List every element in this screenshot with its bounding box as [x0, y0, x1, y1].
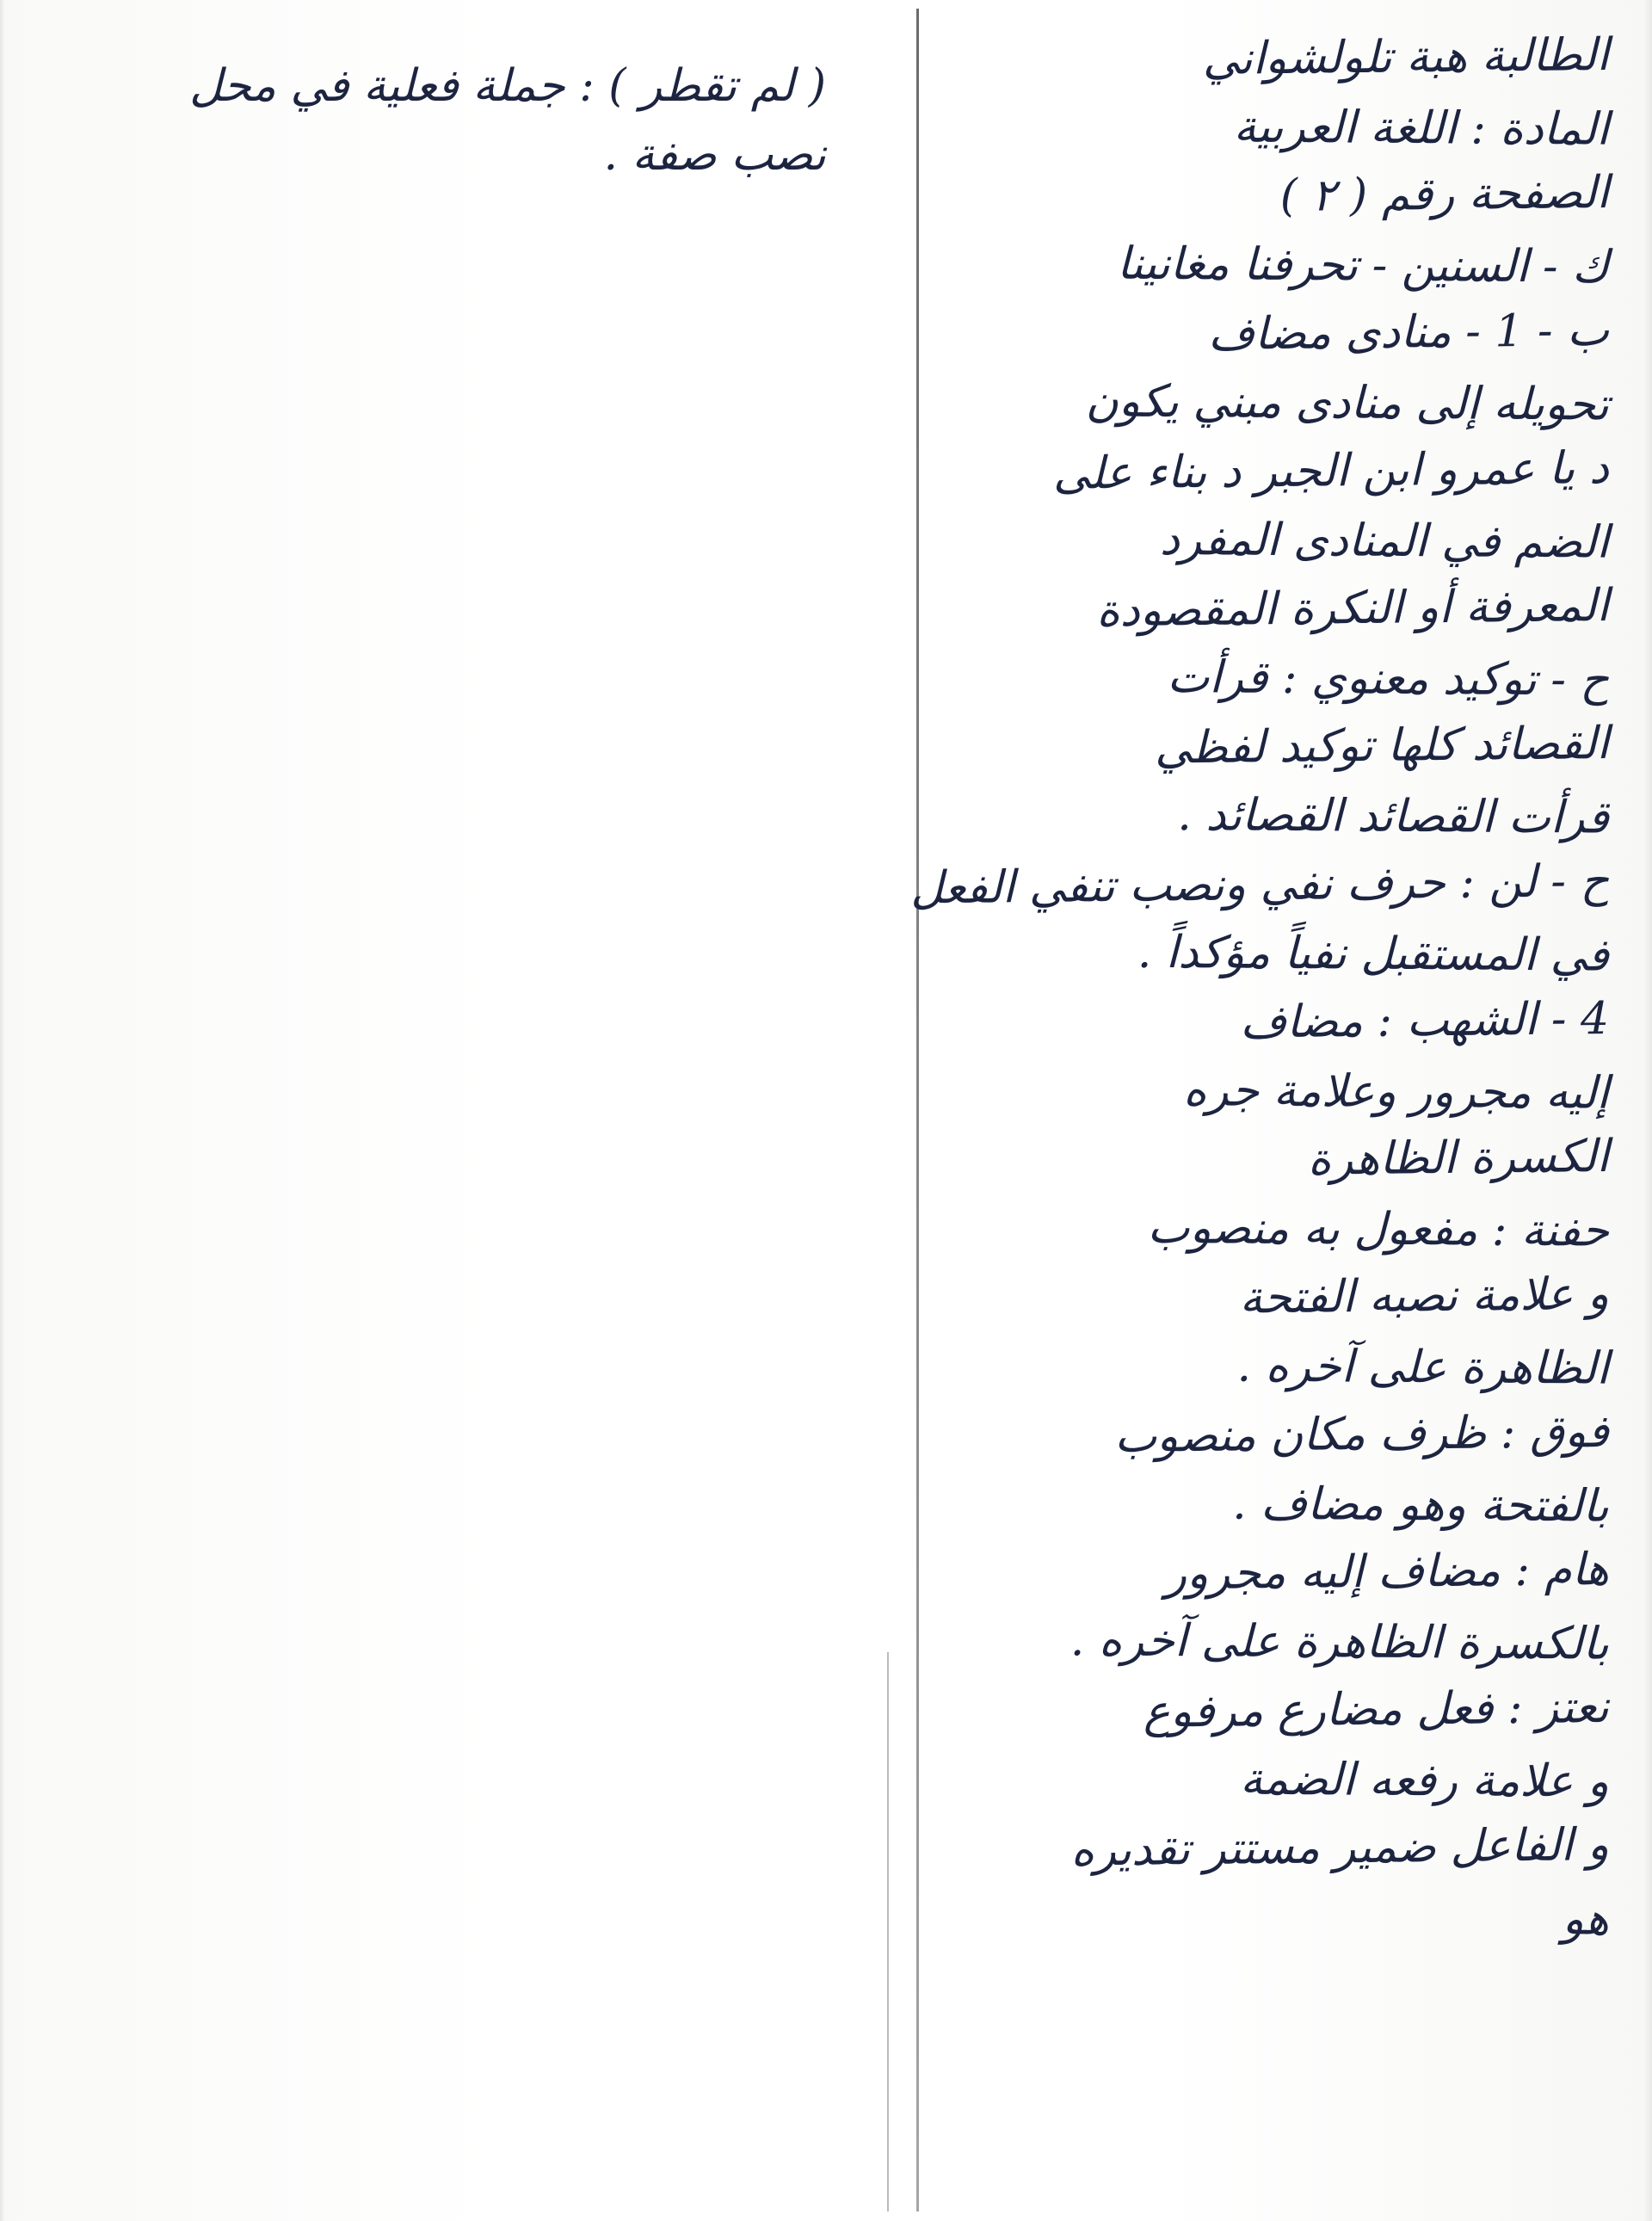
answer-line: و علامة نصبه الفتحة: [1239, 1268, 1610, 1324]
page-left-edge: [0, 0, 5, 2221]
page-number-line: الصفحة رقم ( ٢ ): [1279, 167, 1610, 223]
answer-line: في المستقبل نفياً مؤكداً .: [1137, 926, 1610, 982]
student-name-line: الطالبة هبة تلولشواني: [1202, 29, 1610, 85]
column-divider-secondary-line: [887, 1652, 889, 2212]
answer-line: هام : مضاف إليه مجرور: [1164, 1544, 1610, 1601]
right-column: [909, 24, 1610, 1952]
answer-line: الظاهرة على آخره .: [1236, 1340, 1610, 1395]
answer-line: و الفاعل ضمير مستتر تقديره: [1070, 1819, 1610, 1877]
answer-line: ب - 1 - منادى مضاف: [1207, 305, 1610, 361]
answer-line: نعتز : فعل مضارع مرفوع: [1143, 1681, 1610, 1738]
page-right-edge: [1643, 0, 1652, 2221]
subject-line: المادة : اللغة العربية: [1233, 101, 1610, 156]
answer-line: بالكسرة الظاهرة على آخره .: [1069, 1614, 1610, 1670]
answer-line: قرأت القصائد القصائد .: [1177, 789, 1610, 844]
answer-line: بالفتحة وهو مضاف .: [1231, 1478, 1610, 1533]
answer-line: ك - السنين - تحرفنا مغانينا: [1116, 238, 1610, 293]
answer-line: 4 - الشهب : مضاف: [1239, 993, 1610, 1049]
answer-line: ح - لن : حرف نفي ونصب تنفي الفعل: [909, 855, 1610, 915]
answer-line: د يا عمرو ابن الجبر د بناء على: [1052, 442, 1610, 500]
answer-line: تحويله إلى منادى مبني يكون: [1085, 375, 1610, 431]
answer-line: فوق : ظرف مكان منصوب: [1113, 1406, 1610, 1464]
left-column: [120, 52, 826, 189]
answer-line: الكسرة الظاهرة: [1307, 1131, 1610, 1186]
answer-line: القصائد كلها توكيد لفظي: [1154, 718, 1610, 774]
answer-line: إليه مجرور وعلامة جره: [1183, 1064, 1610, 1120]
answer-line: الضم في المنادى المفرد: [1159, 514, 1610, 569]
answer-line: و علامة رفعه الضمة: [1240, 1753, 1610, 1808]
answer-line: ح - توكيد معنوي : قرأت: [1167, 651, 1610, 706]
left-line: ( لم تقطر ) : جملة فعلية في محل: [189, 60, 826, 112]
column-divider-line: [916, 9, 919, 2212]
answer-line: هو: [1562, 1893, 1610, 1946]
answer-line: المعرفة أو النكرة المقصودة: [1096, 580, 1610, 638]
answer-line: حفنة : مفعول به منصوب: [1147, 1201, 1610, 1257]
left-line: نصب صفة .: [603, 129, 826, 181]
